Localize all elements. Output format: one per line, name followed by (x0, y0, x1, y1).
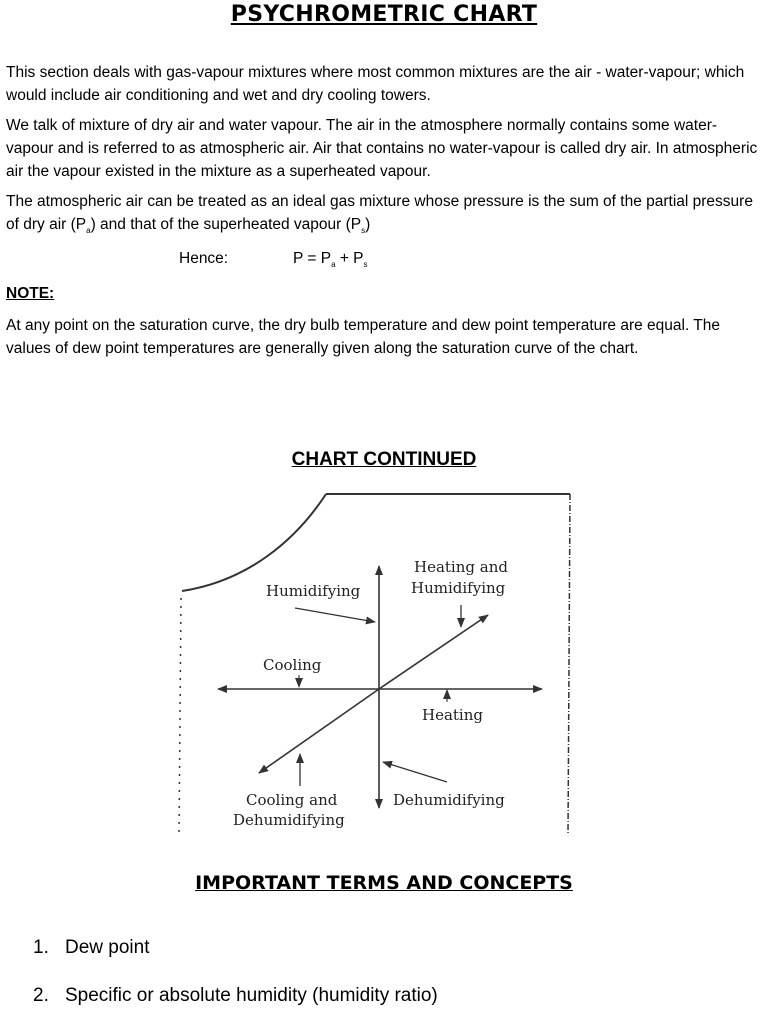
ideal-gas-paragraph (6, 190, 758, 242)
heating-and-label: Heating and (414, 558, 508, 576)
cooling-label: Cooling (263, 656, 322, 674)
pressure-equation (293, 250, 368, 269)
cooling-dehumidifying-label: Dehumidifying (233, 811, 345, 829)
saturation-curve (182, 494, 326, 591)
intro-paragraph: This section deals with gas-vapour mixtures where most common mixtures are the air - water-vapour; which would include air conditioning and wet and dry cooling towers. (6, 64, 745, 104)
list-item (33, 928, 438, 976)
humidifying-label: Humidifying (266, 582, 361, 600)
chart-left-border (179, 598, 181, 835)
psychrometric-process-diagram (170, 478, 580, 840)
cooling-dehumidifying-diagonal-arrow (259, 689, 379, 773)
heating-humidifying-label: Humidifying (411, 579, 506, 597)
list-item-number: 2. (33, 985, 49, 1006)
dehumidifying-pointer-arrow (383, 762, 447, 782)
list-item-number: 1. (33, 937, 49, 958)
pa-subscript: a (86, 226, 91, 235)
ideal-gas-text-2: ) and that of the superheated vapour (P (90, 216, 362, 233)
heating-humidifying-diagonal-arrow (379, 615, 488, 689)
list-item-label: Dew point (65, 937, 150, 958)
ideal-gas-text-1: The atmospheric air can be treated as an ideal gas mixture whose pressure is the sum of the partial pressure of dry air (P (6, 193, 753, 233)
chart-right-border (568, 494, 570, 835)
heating-label: Heating (422, 706, 483, 724)
hence-label: Hence: (179, 250, 229, 267)
ideal-gas-text-3: ) (365, 216, 371, 233)
terms-section-title: IMPORTANT TERMS AND CONCEPTS (195, 872, 573, 894)
dry-air-paragraph: We talk of mixture of dry air and water vapour. The air in the atmosphere normally contains some water-vapour and is referred to as atmospheric air. Air that contains no water-vapour is called dry air. In atmospheric air the vapour existed in the mixture as a superheated vapour. (6, 117, 758, 180)
equation-plus: + P (335, 250, 364, 267)
equation-sub-s: s (363, 260, 368, 269)
equation-sub-a: a (331, 260, 336, 269)
cooling-and-label: Cooling and (246, 791, 338, 809)
list-item-label: Specific or absolute humidity (humidity ratio) (65, 985, 438, 1006)
humidifying-pointer-arrow (295, 608, 375, 622)
dehumidifying-label: Dehumidifying (393, 791, 505, 809)
page-title: PSYCHROMETRIC CHART (230, 2, 538, 27)
chart-section-title: CHART CONTINUED (291, 449, 477, 470)
ps-subscript: s (361, 226, 366, 235)
note-heading: NOTE: (6, 285, 55, 302)
terms-list (33, 928, 438, 1024)
note-text: At any point on the saturation curve, the dry bulb temperature and dew point temperature are equal. The values of dew point temperatures are generally given along the saturation curve of the chart. (6, 317, 721, 357)
list-item (33, 976, 438, 1024)
equation-lhs: P = P (293, 250, 332, 267)
